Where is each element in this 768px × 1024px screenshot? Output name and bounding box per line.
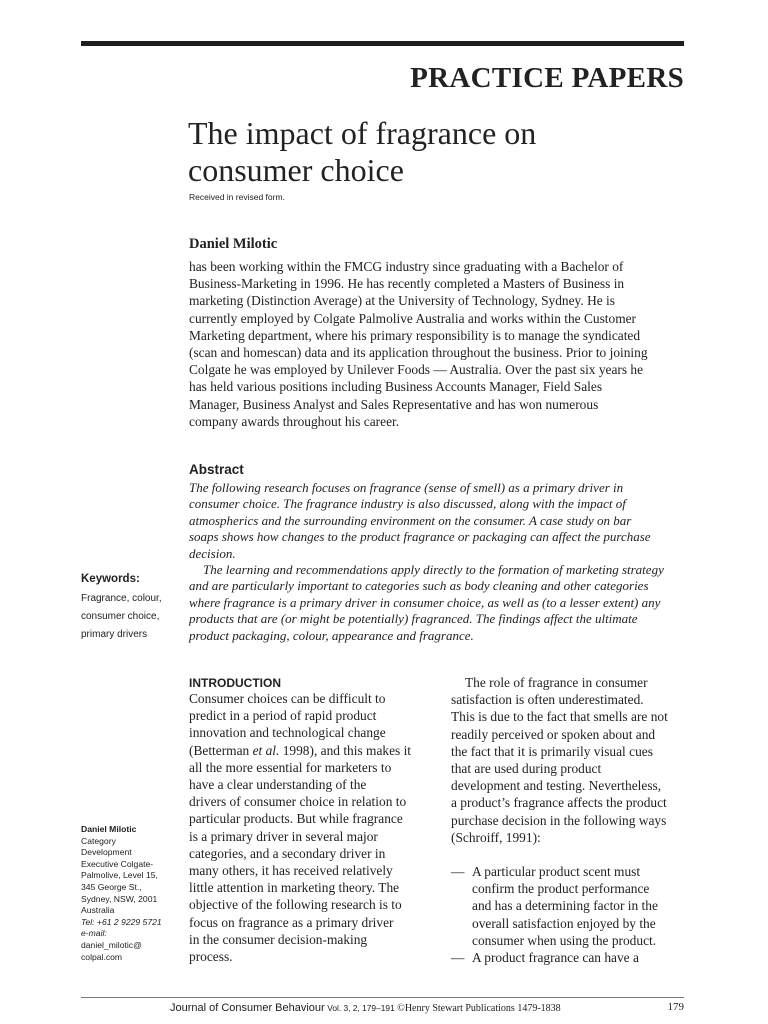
bio-line: Marketing department, where his primary responsibility is to manage the syndicated xyxy=(189,327,641,343)
body-line: The role of fragrance in consumer xyxy=(465,675,648,690)
author-contact xyxy=(81,824,162,963)
paragraph-gap xyxy=(451,846,668,863)
bio-line: currently employed by Colgate Palmolive Australia and works within the Customer xyxy=(189,310,637,326)
body-line: categories, and a secondary driver in xyxy=(189,845,386,861)
keyword-line: consumer choice, xyxy=(81,611,160,622)
body-line: satisfaction is often underestimated. xyxy=(451,692,644,708)
body-line: drivers of consumer choice in relation to xyxy=(189,794,407,810)
abstract-line: where fragrance is a primary driver in consumer choice, as well as (to a lesser extent) any xyxy=(189,594,661,610)
keyword-line: primary drivers xyxy=(81,629,148,640)
body-line: This is due to the fact that smells are not xyxy=(451,709,668,725)
keywords-heading: Keywords: xyxy=(81,573,140,585)
bio-line: has held various positions including Business Accounts Manager, Field Sales xyxy=(189,379,603,395)
abstract-text xyxy=(189,480,689,644)
body-line: is a primary driver in several major xyxy=(189,828,378,844)
contact-line: Executive Colgate- xyxy=(81,858,154,869)
bio-line: marketing (Distinction Average) at the University of Technology, Sydney. He is xyxy=(189,293,615,309)
body-line: (Schroiff, 1991): xyxy=(451,829,541,845)
author-bio xyxy=(189,258,683,430)
volume-info: Vol. 3, 2, 179–191 xyxy=(327,1003,395,1013)
body-line xyxy=(189,742,411,759)
contact-tel: Tel: +61 2 9229 5721 xyxy=(81,916,162,927)
body-line: objective of the following research is to xyxy=(189,897,402,913)
body-column-right xyxy=(451,674,668,966)
abstract-line: and are particularly important to categories such as body cleaning and other categories xyxy=(189,578,649,594)
publisher-info: ©Henry Stewart Publications 1479-1838 xyxy=(397,1003,561,1014)
bio-line: Business-Marketing in 1996. He has recently completed a Masters of Business in xyxy=(189,276,625,292)
bio-line: (scan and homescan) data and its application throughout the business. Prior to joining xyxy=(189,345,648,361)
bullet-line: overall satisfaction enjoyed by the xyxy=(472,915,656,931)
abstract-line: decision. xyxy=(189,545,236,561)
abstract-line: consumer choice. The fragrance industry is also discussed, along with the impact of xyxy=(189,496,626,512)
title-line: consumer choice xyxy=(188,152,404,188)
contact-line: Sydney, NSW, 2001 xyxy=(81,893,158,904)
body-line: particular products. But while fragrance xyxy=(189,811,403,827)
dash-marker: — xyxy=(451,864,465,880)
contact-line: Palmolive, Level 15, xyxy=(81,870,158,881)
body-line: the fact that it is primarily visual cues xyxy=(451,743,653,759)
abstract-line: product packaging, colour, appearance and fragrance. xyxy=(189,627,474,643)
bio-line: Colgate he was employed by Unilever Foods — Australia. Over the past six years he xyxy=(189,362,644,378)
body-line: predict in a period of rapid product xyxy=(189,708,377,724)
body-line: many others, it has received relatively xyxy=(189,863,393,879)
body-line: have a clear understanding of the xyxy=(189,777,367,793)
received-note: Received in revised form. xyxy=(189,192,285,202)
contact-line: 345 George St., xyxy=(81,881,142,892)
title-line: The impact of fragrance on xyxy=(188,115,537,151)
abstract-line: The following research focuses on fragrance (sense of smell) as a primary driver in xyxy=(189,480,624,495)
body-line: process. xyxy=(189,949,233,965)
body-line: innovation and technological change xyxy=(189,725,386,741)
keyword-line: Fragrance, colour, xyxy=(81,593,162,604)
dash-marker: — xyxy=(451,950,465,966)
contact-line: Category xyxy=(81,835,116,846)
text-run: (Betterman xyxy=(189,742,253,758)
bullet-line: consumer when using the product. xyxy=(472,932,657,948)
contact-name: Daniel Milotic xyxy=(81,824,137,834)
body-line: little attention in marketing theory. The xyxy=(189,880,400,896)
contact-line: Australia xyxy=(81,905,115,916)
contact-email: colpal.com xyxy=(81,951,123,962)
body-line: readily perceived or spoken about and xyxy=(451,726,656,742)
body-line: Consumer choices can be difficult to xyxy=(189,691,386,706)
contact-email: daniel_milotic@ xyxy=(81,939,142,950)
contact-email-label: e-mail: xyxy=(81,928,107,939)
et-al-italic: et al. xyxy=(252,742,280,758)
body-line: purchase decision in the following ways xyxy=(451,812,667,828)
body-column-left xyxy=(189,690,411,965)
abstract-line: soaps shows how changes to the product fragrance or packaging can affect the purchase xyxy=(189,529,651,545)
article-title xyxy=(188,115,668,189)
bio-line: Manager, Business Analyst and Sales Representative and has won numerous xyxy=(189,396,599,412)
contact-line: Development xyxy=(81,847,132,858)
bio-line: has been working within the FMCG industry since graduating with a Bachelor of xyxy=(189,259,624,274)
bullet-line: confirm the product performance xyxy=(472,881,650,897)
bullet-item xyxy=(451,949,668,966)
text-run: 1998), and this makes it xyxy=(279,742,412,758)
bullet-line: A particular product scent must xyxy=(472,864,641,880)
body-line: focus on fragrance as a primary driver xyxy=(189,914,394,930)
abstract-line: products that are (or might be potentially) fragranced. The findings affect the ultimate xyxy=(189,611,638,627)
body-line: in the consumer decision-making xyxy=(189,931,368,947)
page-number: 179 xyxy=(667,1001,684,1013)
body-line: all the more essential for marketers to xyxy=(189,759,392,775)
bullet-line: and has a determining factor in the xyxy=(472,898,658,914)
footer-rule xyxy=(81,997,684,998)
bullet-item xyxy=(451,863,668,880)
footer xyxy=(170,1002,561,1014)
body-line: a product’s fragrance affects the product xyxy=(451,795,667,811)
abstract-line: The learning and recommendations apply directly to the formation of marketing strategy xyxy=(203,562,664,578)
body-line: that are used during product xyxy=(451,761,602,777)
body-line: development and testing. Nevertheless, xyxy=(451,778,662,794)
introduction-heading: INTRODUCTION xyxy=(189,676,281,690)
author-name: Daniel Milotic xyxy=(189,236,278,252)
keywords-list xyxy=(81,590,162,644)
abstract-heading: Abstract xyxy=(189,462,244,477)
journal-name: Journal of Consumer Behaviour xyxy=(170,1002,325,1014)
abstract-line: atmospherics and the surrounding environment on the consumer. A case study on bar xyxy=(189,512,632,528)
bio-line: company awards throughout his career. xyxy=(189,413,400,429)
bullet-line: A product fragrance can have a xyxy=(472,950,639,966)
section-label: PRACTICE PAPERS xyxy=(410,62,684,94)
top-rule xyxy=(81,41,684,46)
